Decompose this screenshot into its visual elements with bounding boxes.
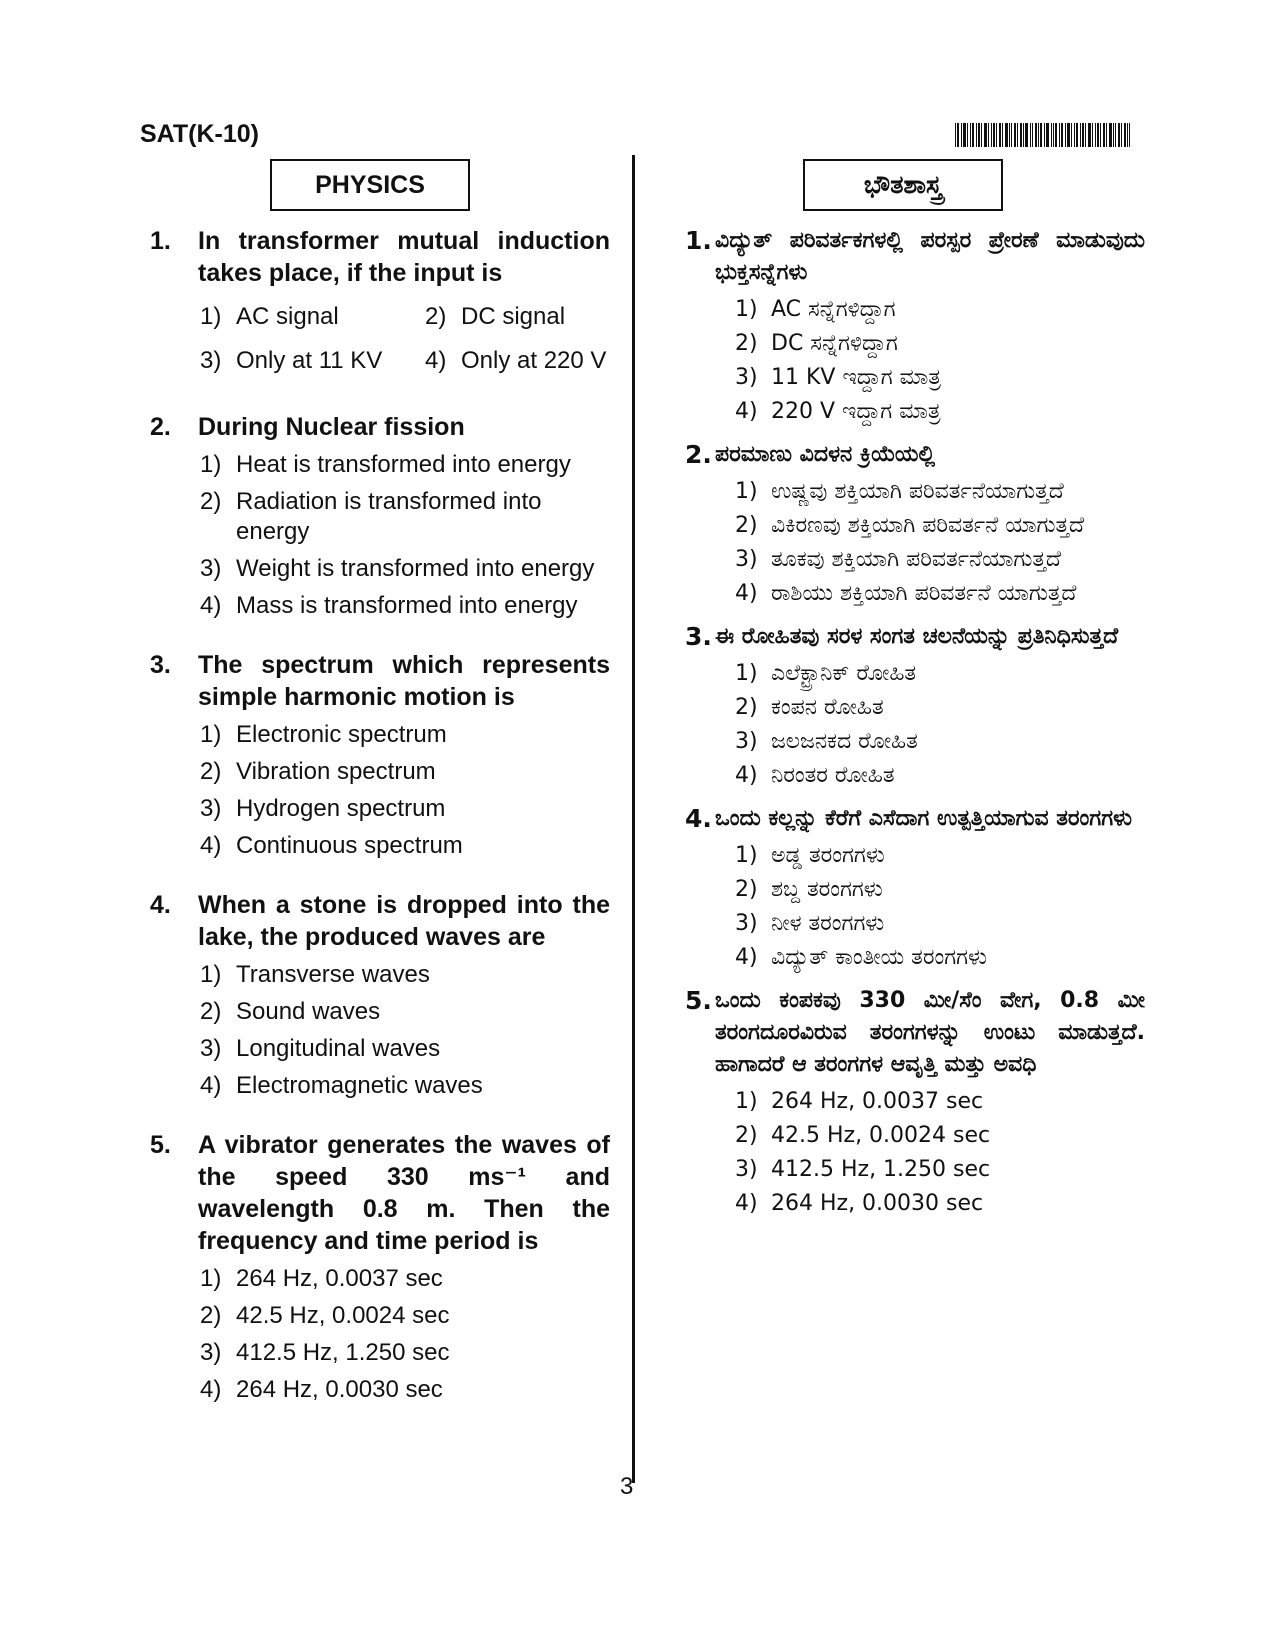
option-text: Electromagnetic waves — [236, 1072, 483, 1099]
barcode-bar — [963, 123, 966, 147]
option-number: 4) — [735, 581, 758, 606]
option-text: AC ಸನ್ನೆಗಳಿದ್ದಾಗ — [771, 297, 896, 322]
option-number: 2) — [200, 488, 222, 515]
barcode-bar — [991, 123, 992, 147]
option-number: 4) — [735, 763, 758, 788]
barcode-bar — [981, 123, 982, 147]
barcode-bar — [1017, 123, 1018, 147]
option-number: 3) — [735, 911, 758, 936]
barcode-bar — [955, 123, 956, 147]
option-number: 1) — [200, 961, 222, 988]
option-number: 4) — [425, 347, 447, 374]
answer-option — [735, 875, 1145, 905]
barcode-bar — [988, 123, 989, 147]
barcode-bar — [1095, 123, 1096, 147]
option-number: 4) — [735, 399, 758, 424]
option-number: 1) — [735, 479, 758, 504]
option-text: 412.5 Hz, 1.250 sec — [771, 1157, 991, 1182]
option-text: ಕಂಪನ ರೋಹಿತ — [771, 695, 884, 720]
option-text: Heat is transformed into energy — [236, 451, 571, 478]
question-block — [150, 649, 610, 861]
option-list — [735, 295, 1145, 427]
option-list — [200, 960, 610, 1101]
option-text: 412.5 Hz, 1.250 sec — [236, 1339, 450, 1366]
question — [685, 803, 1145, 835]
answer-option — [425, 302, 650, 332]
question-text: ಒಂದು ಕಲ್ಲನ್ನು ಕೆರೆಗೆ ಎಸೆದಾಗ ಉತ್ಪತ್ತಿಯಾಗುವ ತರಂಗಗಳು — [715, 806, 1133, 831]
option-number: 3) — [200, 347, 222, 374]
question-text: ಈ ರೋಹಿತವು ಸರಳ ಸಂಗತ ಚಲನೆಯನ್ನು ಪ್ರತಿನಿಧಿಸುತ್ತದೆ — [715, 624, 1119, 649]
barcode — [955, 123, 1130, 147]
option-text: 264 Hz, 0.0030 sec — [236, 1376, 443, 1403]
question-block — [150, 411, 610, 621]
barcode-bar — [1088, 123, 1091, 147]
option-number: 4) — [735, 1191, 758, 1216]
option-list — [200, 295, 610, 383]
question-block — [685, 621, 1145, 791]
answer-option — [200, 450, 610, 480]
answer-option — [200, 1338, 610, 1368]
option-text: ಉಷ್ಣವು ಶಕ್ತಿಯಾಗಿ ಪರಿವರ್ತನೆಯಾಗುತ್ತದೆ — [771, 479, 1064, 504]
answer-option — [735, 545, 1145, 575]
answer-option — [200, 591, 610, 621]
answer-option — [200, 1301, 610, 1331]
answer-option — [200, 302, 425, 332]
barcode-bar — [1109, 123, 1112, 147]
question — [150, 225, 610, 289]
barcode-bar — [976, 123, 977, 147]
question-number: 1. — [685, 226, 712, 255]
question-text: The spectrum which represents simple harmonic motion is — [198, 651, 610, 711]
option-number: 3) — [735, 1157, 758, 1182]
option-text: ನಿರಂತರ ರೋಹಿತ — [771, 763, 895, 788]
answer-option — [425, 346, 650, 376]
question-text: ವಿದ್ಯುತ್ ಪರಿವರ್ತಕಗಳಲ್ಲಿ ಪರಸ್ಪರ ಪ್ರೇರಣೆ ಮಾಡುವುದು ಭುಕ್ತಸನ್ನೆಗಳು — [715, 228, 1145, 285]
question-number: 4. — [150, 891, 171, 919]
barcode-bar — [999, 123, 1001, 147]
barcode-bar — [1080, 123, 1081, 147]
barcode-bar — [1044, 123, 1045, 147]
option-number: 4) — [200, 1376, 222, 1403]
option-number: 2) — [200, 758, 222, 785]
answer-option — [200, 554, 610, 584]
option-number: 3) — [200, 1339, 222, 1366]
option-number: 1) — [735, 297, 758, 322]
option-number: 2) — [200, 1302, 222, 1329]
answer-option — [735, 693, 1145, 723]
option-text: ಎಲೆಕ್ಟ್ರಾನಿಕ್ ರೋಹಿತ — [771, 661, 917, 686]
barcode-bar — [1023, 123, 1024, 147]
barcode-bar — [1055, 123, 1057, 147]
answer-option — [735, 727, 1145, 757]
barcode-bar — [1011, 123, 1012, 147]
option-text: DC ಸನ್ನೆಗಳಿದ್ದಾಗ — [771, 331, 898, 356]
option-text: ಜಲಜನಕದ ರೋಹಿತ — [771, 729, 918, 754]
barcode-bar — [1051, 123, 1052, 147]
answer-option — [735, 1121, 1145, 1151]
barcode-bar — [1129, 123, 1130, 147]
barcode-bar — [1097, 123, 1099, 147]
answer-option — [735, 477, 1145, 507]
barcode-bar — [1115, 123, 1116, 147]
option-text: Only at 11 KV — [236, 347, 383, 374]
option-text: Transverse waves — [236, 961, 430, 988]
option-text: ರಾಶಿಯು ಶಕ್ತಿಯಾಗಿ ಪರಿವರ್ತನೆ ಯಾಗುತ್ತದೆ — [771, 581, 1077, 606]
question — [150, 411, 610, 443]
answer-option — [200, 1071, 610, 1101]
option-list — [735, 659, 1145, 791]
english-questions — [150, 225, 610, 1433]
barcode-bar — [1113, 123, 1114, 147]
page-number: 3 — [620, 1473, 634, 1500]
barcode-bar — [1067, 123, 1070, 147]
option-text: 264 Hz, 0.0037 sec — [236, 1265, 443, 1292]
option-text: Radiation is transformed into energy — [236, 488, 542, 545]
option-list — [200, 720, 610, 861]
option-number: 3) — [735, 729, 758, 754]
question — [150, 649, 610, 713]
answer-option — [200, 960, 610, 990]
question — [685, 621, 1145, 653]
question — [150, 889, 610, 953]
answer-option — [200, 720, 610, 750]
barcode-bar — [1127, 123, 1128, 147]
question-block — [685, 985, 1145, 1219]
question-text: When a stone is dropped into the lake, the produced waves are — [198, 891, 610, 951]
option-number: 3) — [200, 795, 222, 822]
option-text: Mass is transformed into energy — [236, 592, 578, 619]
option-list — [735, 841, 1145, 973]
answer-option — [735, 579, 1145, 609]
barcode-bar — [1014, 123, 1016, 147]
barcode-bar — [961, 123, 962, 147]
question-text: A vibrator generates the waves of the speed 330 ms⁻¹ and wavelength 0.8 m. Then the frequency and time period is — [198, 1131, 610, 1255]
question-number: 5. — [685, 986, 712, 1015]
option-number: 2) — [735, 1123, 758, 1148]
answer-option — [735, 329, 1145, 359]
option-text: ತೂಕವು ಶಕ್ತಿಯಾಗಿ ಪರಿವರ್ತನೆಯಾಗುತ್ತದೆ — [771, 547, 1061, 572]
answer-option — [200, 346, 425, 376]
barcode-bar — [1061, 123, 1063, 147]
option-number: 2) — [200, 998, 222, 1025]
barcode-bar — [1046, 123, 1049, 147]
barcode-bar — [1002, 123, 1003, 147]
answer-option — [200, 757, 610, 787]
barcode-bar — [996, 123, 997, 147]
question-text: In transformer mutual induction takes place, if the input is — [198, 227, 610, 287]
barcode-bar — [1065, 123, 1066, 147]
barcode-bar — [1059, 123, 1060, 147]
answer-option — [200, 997, 610, 1027]
option-text: 264 Hz, 0.0030 sec — [771, 1191, 984, 1216]
question-block — [685, 439, 1145, 609]
option-number: 1) — [200, 451, 222, 478]
option-number: 4) — [735, 945, 758, 970]
barcode-bar — [1009, 123, 1010, 147]
question-text: During Nuclear fission — [198, 413, 465, 441]
barcode-bar — [1071, 123, 1072, 147]
question-text: ಒಂದು ಕಂಪಕವು 330 ಮೀ/ಸೆಂ ವೇಗ, 0.8 ಮೀ ತರಂಗದೂರವಿರುವ ತರಂಗಗಳನ್ನು ಉಂಟು ಮಾಡುತ್ತದೆ. ಹಾಗಾದರೆ ಆ ತರಂಗಗಳ ಆವೃತ್ತಿ ಮತ್ತು ಅವಧಿ — [715, 988, 1145, 1077]
answer-option — [735, 909, 1145, 939]
option-text: Only at 220 V — [461, 347, 607, 374]
option-number: 1) — [735, 1089, 758, 1114]
answer-option — [735, 397, 1145, 427]
option-number: 2) — [425, 303, 447, 330]
option-text: 264 Hz, 0.0037 sec — [771, 1089, 984, 1114]
option-text: ನೀಳ ತರಂಗಗಳು — [771, 911, 885, 936]
option-text: 220 V ಇದ್ದಾಗ ಮಾತ್ರ — [771, 399, 941, 424]
option-number: 4) — [200, 1072, 222, 1099]
option-number: 2) — [735, 877, 758, 902]
answer-option — [200, 487, 610, 547]
answer-option — [735, 1087, 1145, 1117]
answer-option — [735, 659, 1145, 689]
question-number: 2. — [150, 413, 171, 441]
subject-title-english: PHYSICS — [270, 159, 470, 211]
barcode-bar — [1038, 123, 1039, 147]
barcode-bar — [1085, 123, 1086, 147]
question-number: 4. — [685, 804, 712, 833]
option-list — [200, 450, 610, 621]
barcode-bar — [957, 123, 959, 147]
question-block — [685, 803, 1145, 973]
option-number: 4) — [200, 592, 222, 619]
option-number: 1) — [735, 843, 758, 868]
answer-option — [735, 1189, 1145, 1219]
option-text: Sound waves — [236, 998, 381, 1025]
question-number: 3. — [150, 651, 171, 679]
answer-option — [735, 511, 1145, 541]
barcode-bar — [1035, 123, 1037, 147]
option-text: ವಿಕಿರಣವು ಶಕ್ತಿಯಾಗಿ ಪರಿವರ್ತನೆ ಯಾಗುತ್ತದೆ — [771, 513, 1085, 538]
barcode-bar — [1106, 123, 1107, 147]
question — [685, 985, 1145, 1081]
option-number: 3) — [200, 1035, 222, 1062]
barcode-bar — [984, 123, 987, 147]
answer-option — [735, 1155, 1145, 1185]
option-text: ಅಡ್ಡ ತರಂಗಗಳು — [771, 843, 885, 868]
option-number: 1) — [200, 303, 222, 330]
question-block — [685, 225, 1145, 427]
answer-option — [735, 841, 1145, 871]
option-text: Electronic spectrum — [236, 721, 447, 748]
option-number: 2) — [735, 695, 758, 720]
answer-option — [200, 831, 610, 861]
barcode-bar — [1118, 123, 1120, 147]
option-list — [735, 477, 1145, 609]
option-number: 1) — [735, 661, 758, 686]
option-text: 42.5 Hz, 0.0024 sec — [771, 1123, 991, 1148]
answer-option — [200, 1375, 610, 1405]
barcode-bar — [1053, 123, 1054, 147]
barcode-bar — [972, 123, 974, 147]
answer-option — [200, 794, 610, 824]
option-number: 3) — [735, 365, 758, 390]
option-text: AC signal — [236, 303, 339, 330]
question — [685, 225, 1145, 289]
barcode-bar — [1100, 123, 1101, 147]
barcode-bar — [1025, 123, 1028, 147]
barcode-bar — [1124, 123, 1126, 147]
option-text: Hydrogen spectrum — [236, 795, 446, 822]
question-block — [150, 1129, 610, 1405]
option-text: Longitudinal waves — [236, 1035, 441, 1062]
paper-code: SAT(K-10) — [140, 120, 259, 148]
barcode-bar — [978, 123, 980, 147]
question — [685, 439, 1145, 471]
question-number: 1. — [150, 227, 171, 255]
answer-option — [735, 761, 1145, 791]
question-block — [150, 889, 610, 1101]
option-list — [200, 1264, 610, 1405]
barcode-bar — [1040, 123, 1042, 147]
question-number: 2. — [685, 440, 712, 469]
barcode-bar — [970, 123, 971, 147]
option-list — [735, 1087, 1145, 1219]
option-text: ವಿದ್ಯುತ್ ಕಾಂತೀಯ ತರಂಗಗಳು — [771, 945, 987, 970]
answer-option — [735, 363, 1145, 393]
question-block — [150, 225, 610, 383]
question — [150, 1129, 610, 1257]
option-number: 1) — [200, 1265, 222, 1292]
option-number: 4) — [200, 832, 222, 859]
answer-option — [200, 1034, 610, 1064]
kannada-questions — [685, 225, 1145, 1231]
option-number: 3) — [735, 547, 758, 572]
barcode-bar — [1092, 123, 1093, 147]
subject-title-kannada: ಭೌತಶಾಸ್ತ್ರ — [803, 159, 1003, 211]
barcode-bar — [1005, 123, 1008, 147]
option-text: 11 KV ಇದ್ದಾಗ ಮಾತ್ರ — [771, 365, 941, 390]
barcode-bar — [993, 123, 995, 147]
option-number: 2) — [735, 331, 758, 356]
answer-option — [735, 943, 1145, 973]
barcode-bar — [1076, 123, 1078, 147]
barcode-bar — [1103, 123, 1105, 147]
option-number: 2) — [735, 513, 758, 538]
option-text: ಶಬ್ದ ತರಂಗಗಳು — [771, 877, 883, 902]
question-number: 5. — [150, 1131, 171, 1159]
barcode-bar — [1074, 123, 1075, 147]
barcode-bar — [1020, 123, 1022, 147]
option-text: Weight is transformed into energy — [236, 555, 595, 582]
option-text: DC signal — [461, 303, 566, 330]
question-number: 3. — [685, 622, 712, 651]
question-text: ಪರಮಾಣು ವಿದಳನ ಕ್ರಿಯೆಯಲ್ಲಿ — [715, 442, 936, 467]
answer-option — [200, 1264, 610, 1294]
barcode-bar — [1032, 123, 1033, 147]
option-text: 42.5 Hz, 0.0024 sec — [236, 1302, 450, 1329]
option-number: 1) — [200, 721, 222, 748]
barcode-bar — [1121, 123, 1122, 147]
barcode-bar — [1082, 123, 1084, 147]
option-number: 3) — [200, 555, 222, 582]
answer-option — [735, 295, 1145, 325]
barcode-bar — [967, 123, 968, 147]
option-text: Continuous spectrum — [236, 832, 463, 859]
option-text: Vibration spectrum — [236, 758, 436, 785]
barcode-bar — [1030, 123, 1031, 147]
